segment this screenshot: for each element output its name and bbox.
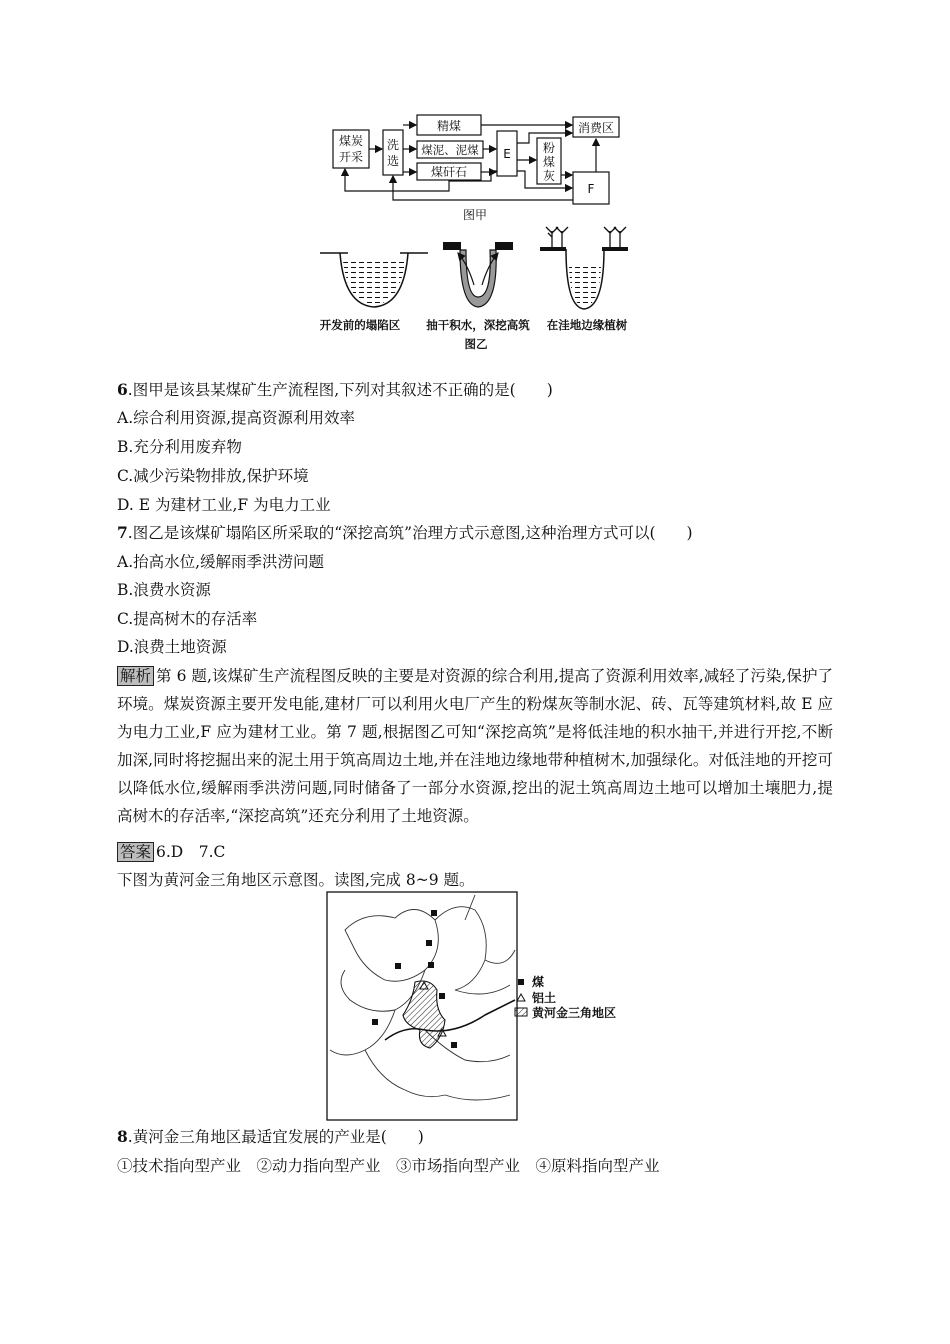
pit-before-label: 开发前的塌陷区 <box>319 318 401 332</box>
huanghe-map <box>325 890 645 1122</box>
q6-stem <box>117 380 553 400</box>
box-fine-coal-label: 精煤 <box>436 119 462 133</box>
intro-8-9: 下图为黄河金三角地区示意图。读图,完成 8~9 题。 <box>117 871 475 889</box>
box-coal-mining-line2: 开采 <box>338 150 364 164</box>
answer-line <box>117 842 225 862</box>
answer-tag: 答案 <box>117 842 154 862</box>
figure-jia-flowchart <box>325 105 625 225</box>
q6-option-a: A.综合利用资源,提高资源利用效率 <box>117 409 356 427</box>
legend-region: 黄河金三角地区 <box>532 1006 617 1020</box>
box-washing <box>383 130 403 175</box>
box-f-label: F <box>587 182 595 196</box>
q6-option-d: D. E 为建材工业,F 为电力工业 <box>117 496 331 514</box>
figure-jia-caption: 图甲 <box>462 208 488 222</box>
box-fly-ash-line3: 灰 <box>542 169 556 183</box>
pit-dig-label: 抽干积水，深挖高筑 <box>426 318 530 332</box>
q6-number: 6 <box>117 380 128 399</box>
answer-text: 6.D 7.C <box>156 843 226 861</box>
q8-stem <box>117 1127 424 1147</box>
legend-coal: 煤 <box>532 975 545 989</box>
pit-before <box>320 253 428 307</box>
q7-option-c: C.提高树木的存活率 <box>117 610 258 628</box>
box-coal-mining-line1: 煤炭 <box>338 134 364 148</box>
box-gangue-label: 煤矸石 <box>430 165 468 179</box>
pit-trees-label: 在洼地边缘植树 <box>546 318 628 332</box>
box-washing-line1: 洗 <box>386 138 400 152</box>
analysis-block <box>117 662 833 830</box>
box-consumer-label: 消费区 <box>577 121 615 135</box>
legend-bauxite: 铝土 <box>532 991 557 1005</box>
box-e-label: E <box>503 147 511 161</box>
q8-stem-text: .黄河金三角地区最适宜发展的产业是( ) <box>127 1128 424 1146</box>
q6-stem-text: .图甲是该县某煤矿生产流程图,下列对其叙述不正确的是( ) <box>127 381 553 399</box>
box-slime-label: 煤泥、泥煤 <box>421 143 479 157</box>
q6-option-c: C.减少污染物排放,保护环境 <box>117 467 309 485</box>
analysis-tag: 解析 <box>117 666 154 686</box>
q7-option-b: B.浪费水资源 <box>117 581 211 599</box>
figure-yi-caption: 图乙 <box>464 337 488 351</box>
figure-yi-diagram <box>310 225 640 355</box>
pit-dig <box>443 242 513 307</box>
q7-stem <box>117 523 693 543</box>
box-washing-line2: 选 <box>386 154 400 168</box>
q6-option-b: B.充分利用废弃物 <box>117 438 242 456</box>
box-fly-ash-line1: 粉 <box>542 141 556 155</box>
q7-number: 7 <box>117 523 128 542</box>
q7-option-d: D.浪费土地资源 <box>117 638 227 656</box>
pit-trees <box>540 227 628 309</box>
q8-options: ①技术指向型产业 ②动力指向型产业 ③市场指向型产业 ④原料指向型产业 <box>117 1157 660 1175</box>
analysis-text: 第 6 题,该煤矿生产流程图反映的主要是对资源的综合利用,提高了资源利用效率,减轻了污染,保护了环境。煤炭资源主要开发电能,建材厂可以利用火电厂产生的粉煤灰等制水泥、砖、瓦等建筑材料,故 E 应为电力工业,F 应为建材工业。第 7 题,根据图乙可知“深挖高筑”是将低洼地的积水抽干,并进行开挖,不断加深,同时将挖掘出来的泥土用于筑高周边土地,并在洼地边缘地带种植树木,加强绿化。对低洼地的开挖可以降低水位,缓解雨季洪涝问题,同时储备了一部分水资源,挖出的泥土筑高周边土地可以增加土壤肥力,提高树木的存活率,“深挖高筑”还充分利用了土地资源。 <box>117 667 833 825</box>
q8-number: 8 <box>117 1127 128 1146</box>
box-fly-ash-line2: 煤 <box>542 155 556 169</box>
q7-option-a: A.抬高水位,缓解雨季洪涝问题 <box>117 553 325 571</box>
q7-stem-text: .图乙是该煤矿塌陷区所采取的“深挖高筑”治理方式示意图,这种治理方式可以( ) <box>127 524 693 542</box>
